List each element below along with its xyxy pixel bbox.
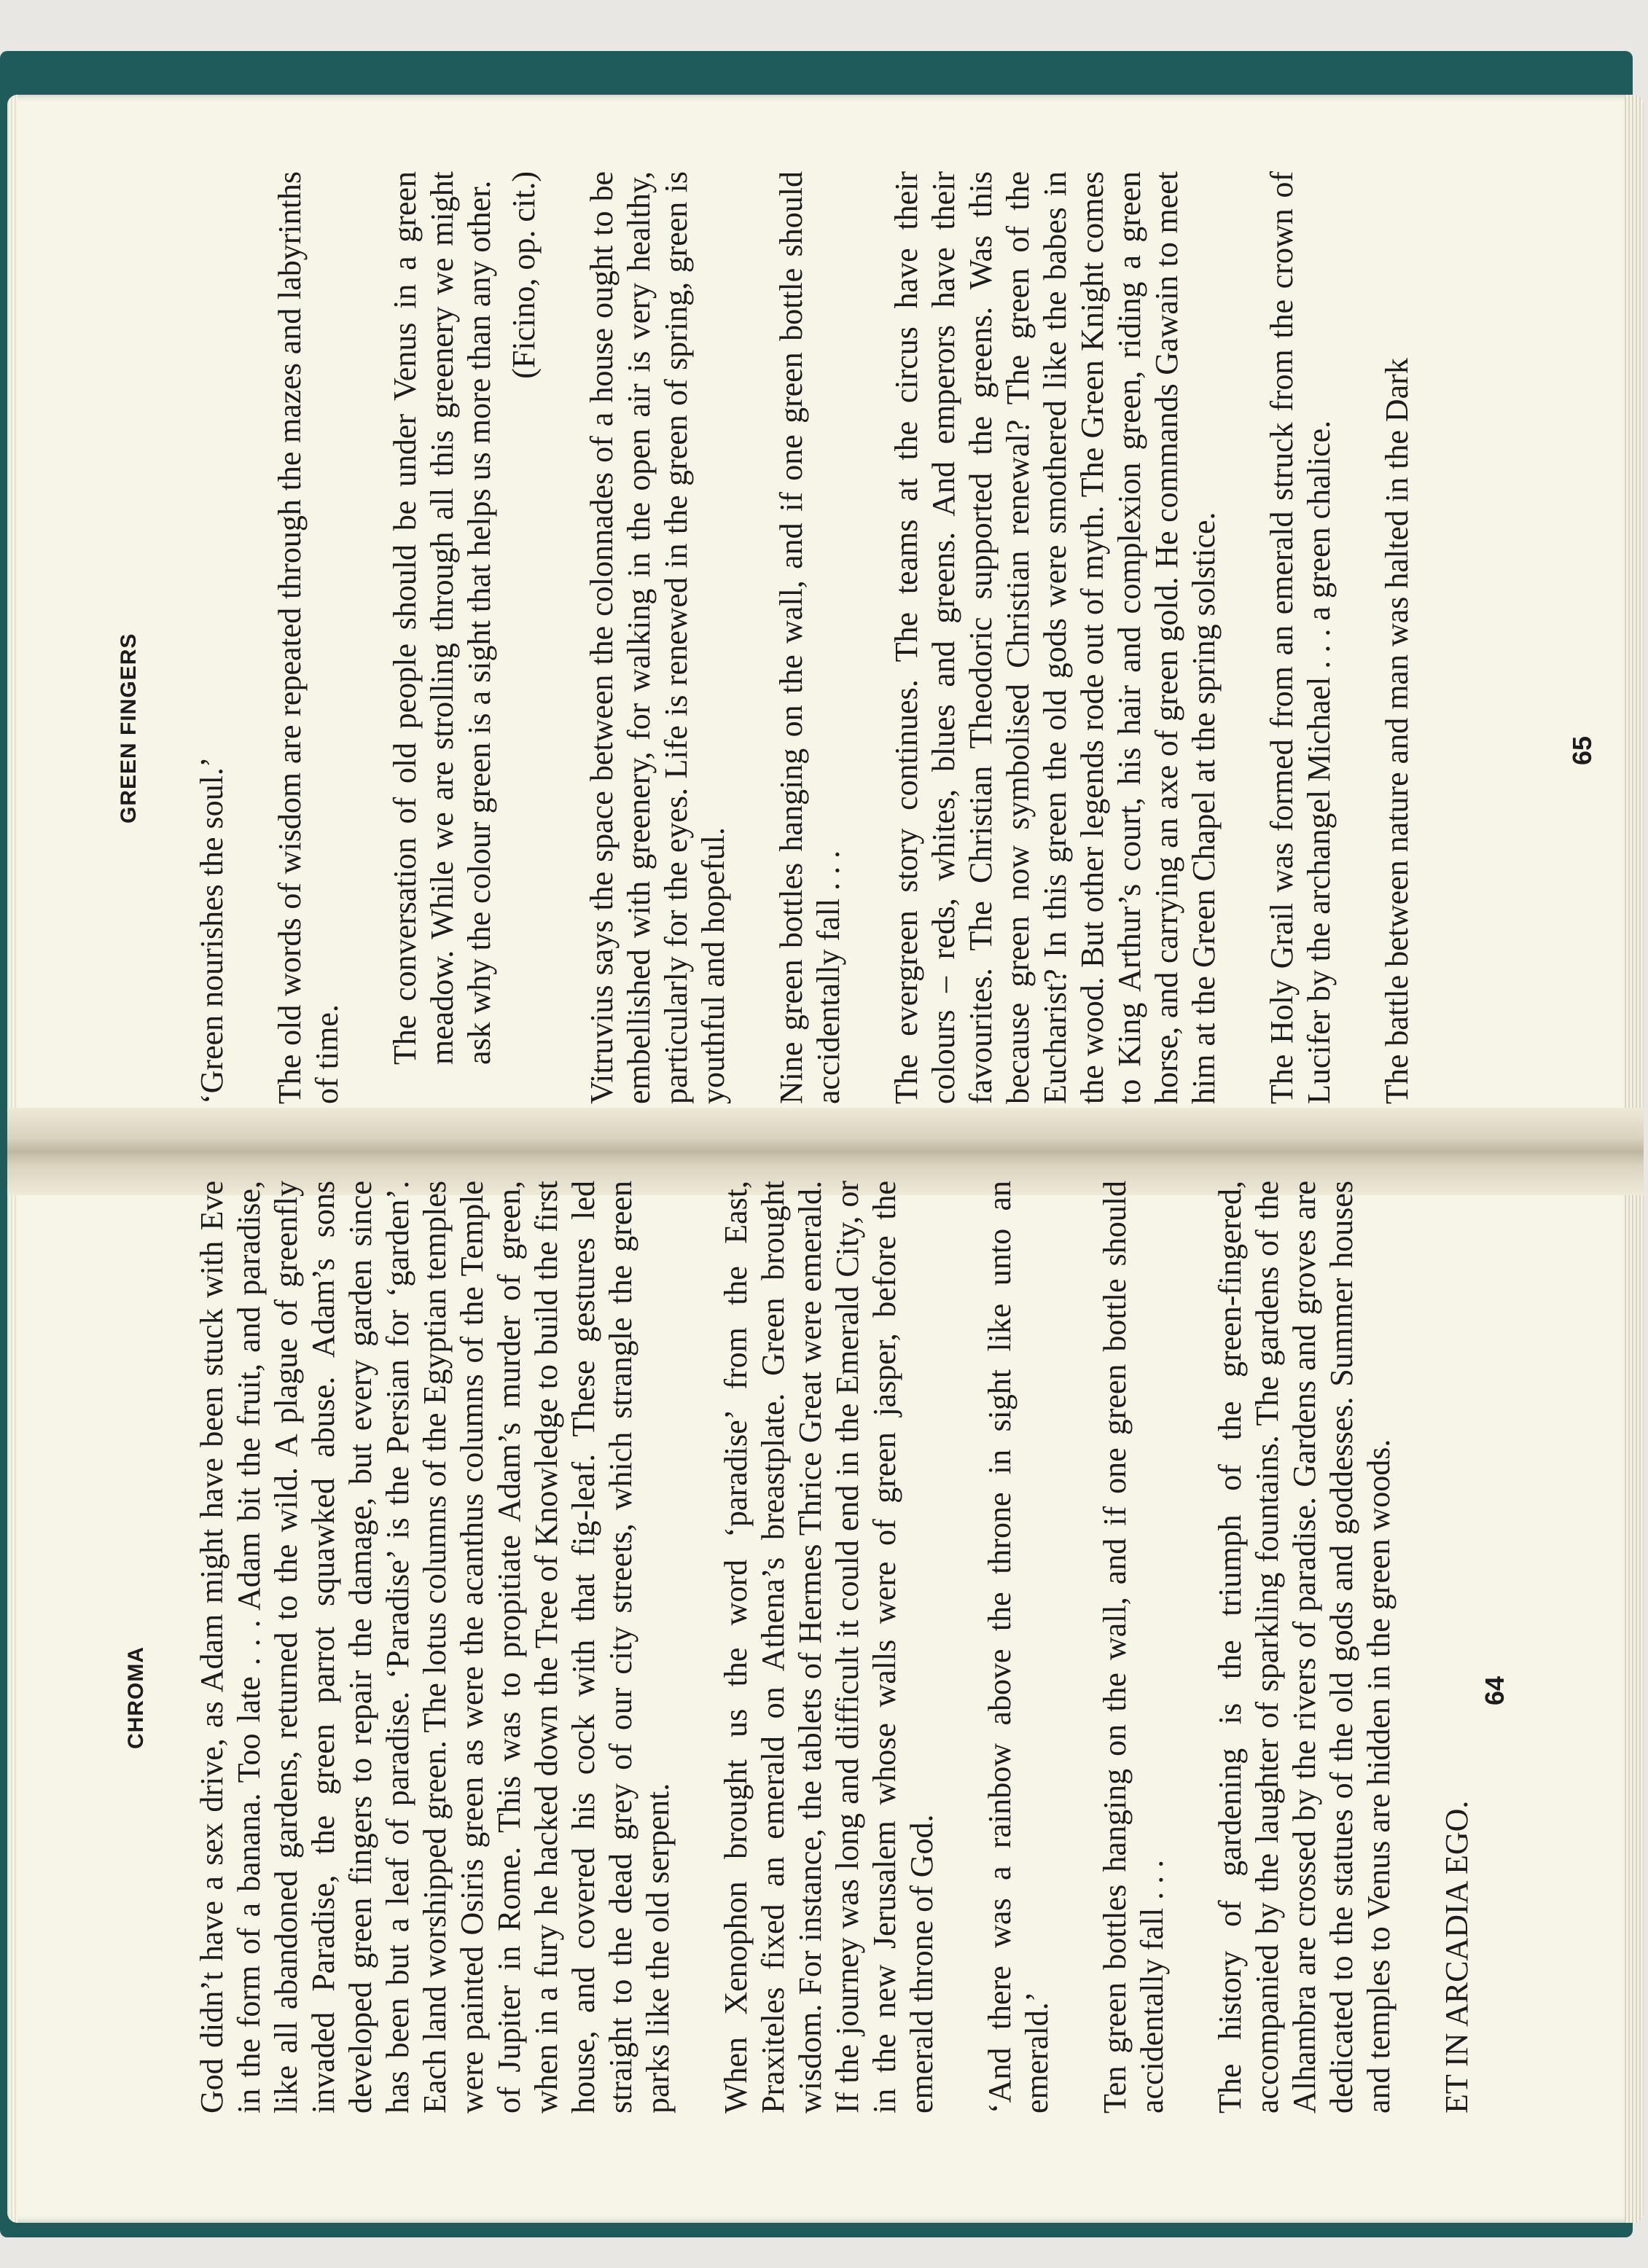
paragraph: Vitruvius says the space between the colonnades of a house ought to be embellished with greenery, for walking in the open air is very healthy, particularly for the eyes. Life is renewed in the green of spring, green is youthful and hopeful. [584, 171, 731, 1104]
paragraph: The history of gardening is the triumph of the green-fingered, accompanied by the laughter of sparkling fountains. The gardens of the Alhambra are crossed by the rivers of paradise. Gardens and groves are dedicated to the statues of the old gods and goddesses. Summer houses and temples to Venus are hidden in the green woods. [1212, 1181, 1397, 2113]
page-text [193, 171, 1456, 1104]
paragraph: God didn’t have a sex drive, as Adam might have been stuck with Eve in the form of a banana. Too late . . . Adam bit the fruit, and paradise, like all abandoned gardens, returned to the wild. A plague of greenfly invaded Paradise, the green parrot squawked abuse. Adam’s sons developed green fingers to repair the damage, but every garden since has been but a leaf of paradise. ‘Paradise’ is the Persian for ‘garden’. Each land worshipped green. The lotus columns of the Egyptian temples were painted Osiris green as were the acanthus columns of the Temple of Jupiter in Rome. This was to propitiate Adam’s murder of green, when in a fury he hacked down the Tree of Knowledge to build the first house, and covered his cock with that fig-leaf. These gestures led straight to the dead grey of our city streets, which strangle the green parks like the old serpent. [194, 1181, 676, 2113]
paragraph: ‘And there was a rainbow above the throne in sight like unto an emerald.’ [982, 1181, 1055, 2113]
block-quote: The conversation of old people should be under Venus in a green meadow. While we are strolling through all this greenery we might ask why the colour green is a sight that helps us more than any other. [387, 171, 497, 1065]
paragraph: ‘Green nourishes the soul.’ [194, 756, 230, 1104]
paragraph: The evergreen story continues. The teams at the circus have their colours – reds, whites, blues and greens. And emperors have their favourites. The Christian Theodoric supported the greens. Was this because green now symbolised Christian renewal? The green of the Eucharist? In this green the old gods were smothered like the babes in the wood. But other legends rode out of myth. The Green Knight comes to King Arthur’s court, his hair and complexion green, riding a green horse, and carrying an axe of green gold. He commands Gawain to meet him at the Green Chapel at the spring solstice. [889, 171, 1222, 1104]
paragraph: The Holy Grail was formed from an emerald struck from the crown of Lucifer by the archangel Michael . . . a green chalice. [1264, 171, 1337, 1104]
paragraph: When Xenophon brought us the word ‘paradise’ from the East, Praxiteles fixed an emerald on Athena’s breastplate. Green brought wisdom. For instance, the tablets of Hermes Thrice Great were emerald. If the journey was long and difficult it could end in the Emerald City, or in the new Jerusalem whose walls were of green jasper, before the emerald throne of God. [718, 1181, 940, 2113]
paragraph: Nine green bottles hanging on the wall, and if one green bottle should accidentally fall . . . [773, 171, 846, 1104]
page-number: 64 [1480, 1675, 1510, 1705]
citation: (Ficino, op. cit.) [506, 171, 542, 379]
paragraph: The old words of wisdom are repeated through the mazes and labyrinths of time. [272, 171, 345, 1104]
open-book [7, 95, 1644, 2223]
running-header: CHROMA [124, 1646, 148, 1749]
running-header: GREEN FINGERS [117, 633, 141, 824]
page-number: 65 [1567, 735, 1597, 765]
paragraph: ET IN ARCADIA EGO. [1439, 1800, 1475, 2113]
paragraph: Ten green bottles hanging on the wall, and if one green bottle should accidentally fall . . . [1097, 1181, 1170, 2113]
page-64 [15, 1159, 1633, 2223]
page-text [193, 1181, 1516, 2113]
paragraph: The battle between nature and man was halted in the Dark [1379, 358, 1415, 1104]
page-65 [15, 95, 1633, 1151]
